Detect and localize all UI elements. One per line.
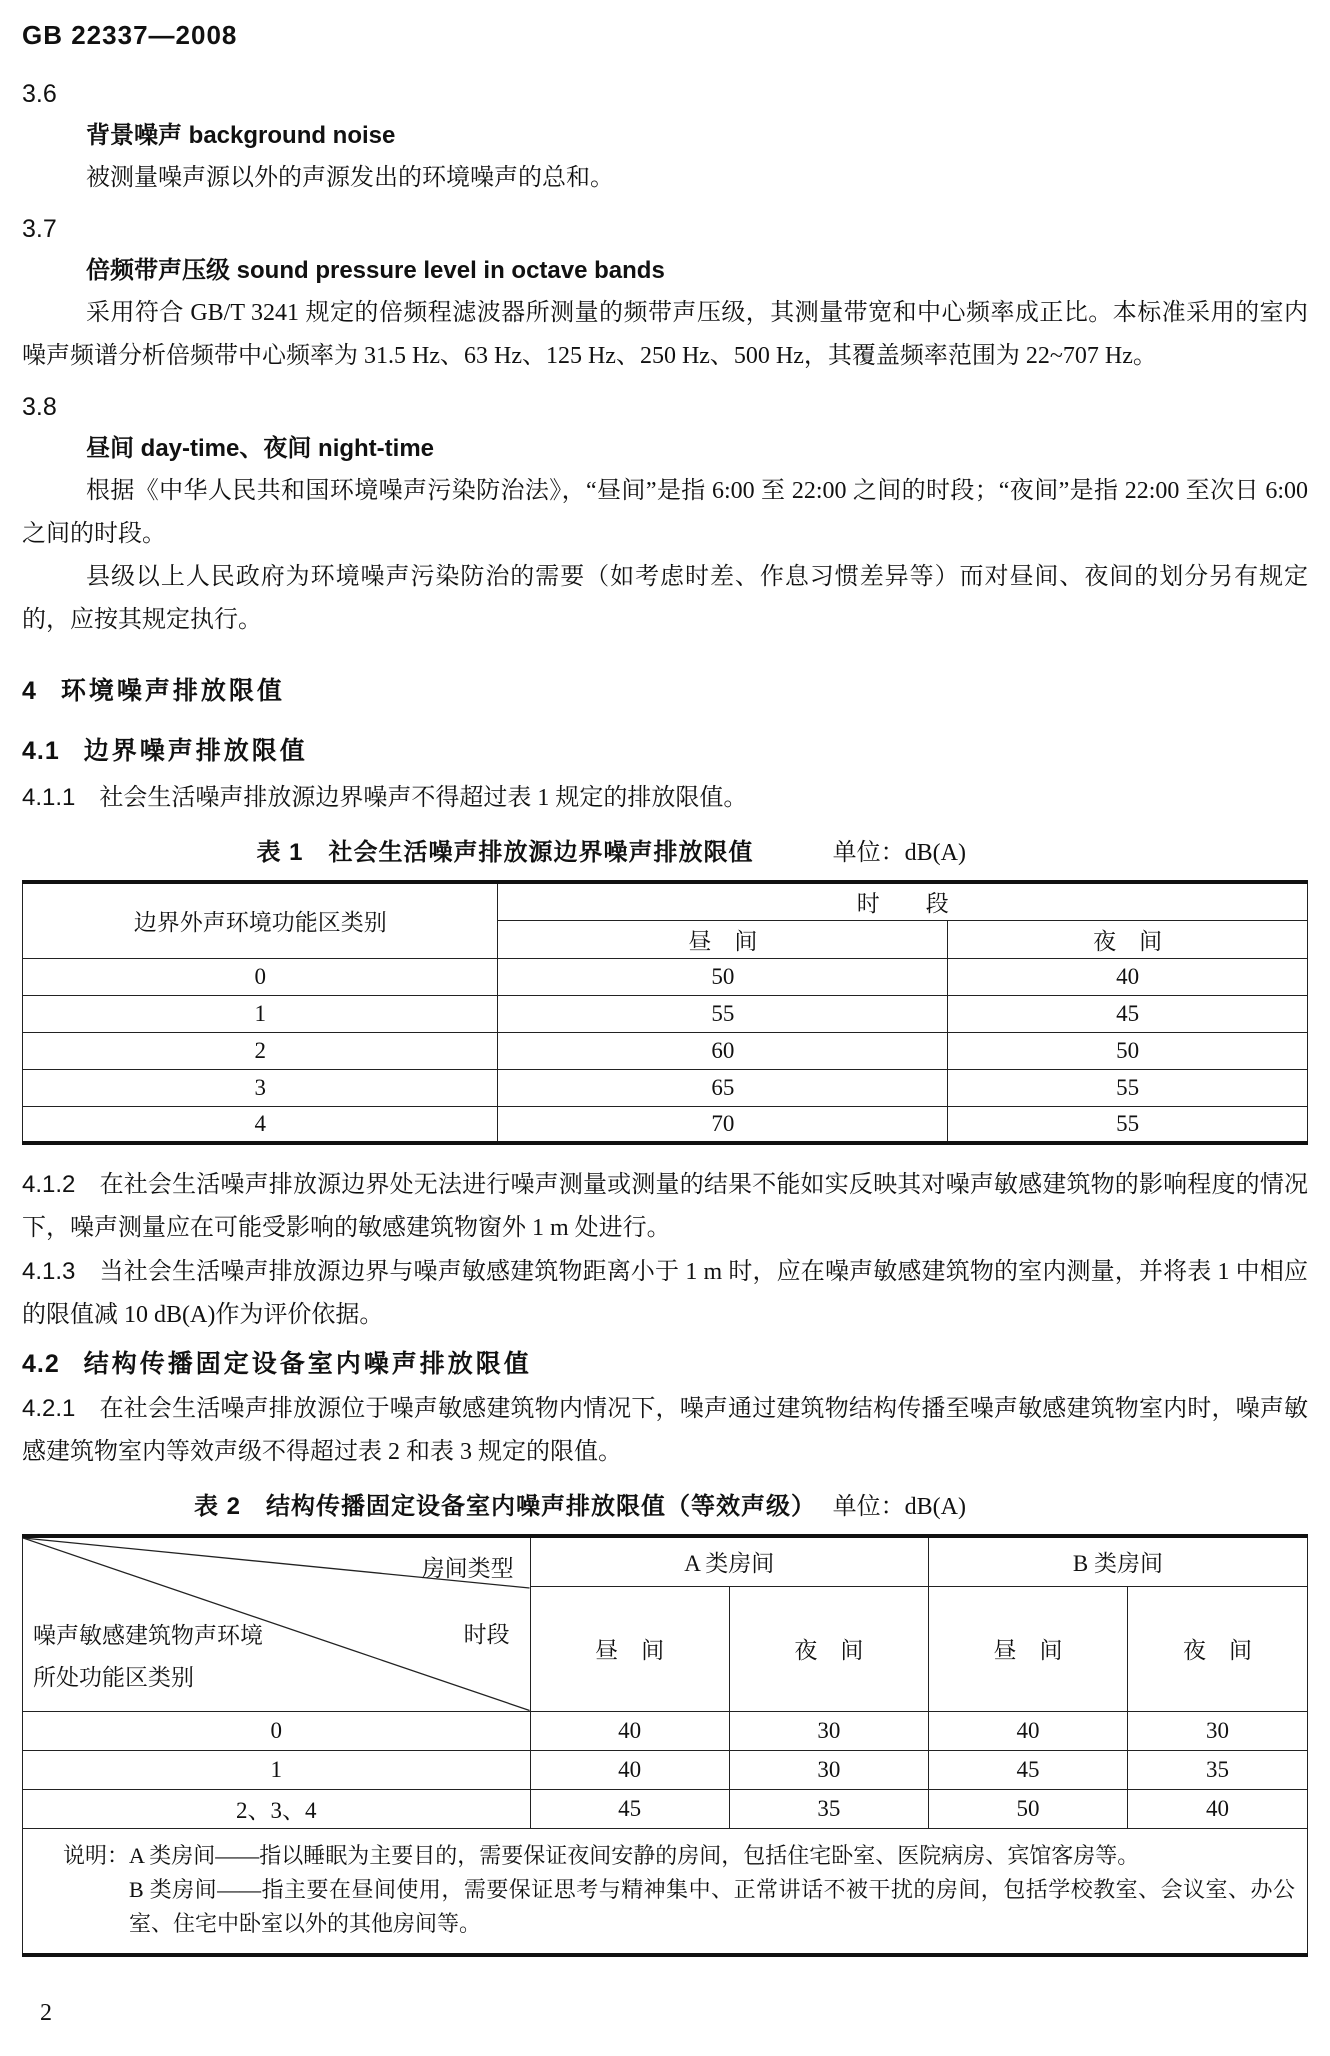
table-2-header-room-b: B 类房间 xyxy=(928,1536,1307,1586)
table-1-zone-0-day: 50 xyxy=(498,958,948,995)
table-2-note xyxy=(23,1828,1308,1955)
table-2-zone-0-a-night: 30 xyxy=(729,1711,928,1750)
table-1-boundary-noise-limits xyxy=(22,880,1308,1145)
table-row xyxy=(23,958,1308,995)
table-1-zone-1: 1 xyxy=(23,995,498,1032)
table-2-header-b-day: 昼 间 xyxy=(928,1586,1127,1711)
paragraph-4-1-3-text: 当社会生活噪声排放源边界与噪声敏感建筑物距离小于 1 m 时，应在噪声敏感建筑物的室内测量，并将表 1 中相应的限值减 10 dB(A)作为评价依据。 xyxy=(22,1259,1308,1328)
table-2-zone-0-b-day: 40 xyxy=(928,1711,1127,1750)
note-line-a xyxy=(63,1839,1295,1873)
term-background-noise: 背景噪声 background noise xyxy=(86,122,396,149)
table-1-zone-3-day: 65 xyxy=(498,1069,948,1106)
table-1-zone-4: 4 xyxy=(23,1106,498,1143)
table-1-zone-1-night: 45 xyxy=(948,995,1308,1032)
table-2-zone-1-b-day: 45 xyxy=(928,1750,1127,1789)
heading-4-2 xyxy=(22,1343,1308,1385)
table-2-corner-cell xyxy=(23,1536,531,1711)
table-row xyxy=(23,1789,1308,1828)
table-1-caption-row xyxy=(22,834,1308,872)
section-number-3-8: 3.8 xyxy=(22,393,57,421)
table-row xyxy=(23,1711,1308,1750)
table-2-zone-1-a-night: 30 xyxy=(729,1750,928,1789)
definition-3-8-body2: 县级以上人民政府为环境噪声污染防治的需要（如考虑时差、作息习惯差异等）而对昼间、夜间的划分另有规定的，应按其规定执行。 xyxy=(22,564,1308,633)
heading-4-1-number: 4.1 xyxy=(22,737,60,765)
paragraph-4-1-1-number: 4.1.1 xyxy=(22,784,76,811)
table-1-header-day: 昼 间 xyxy=(498,920,948,958)
table-1-caption: 表 1 社会生活噪声排放源边界噪声排放限值 xyxy=(256,839,754,866)
table-2-indoor-noise-limits xyxy=(22,1534,1308,1957)
table-2-zone-1-a-day: 40 xyxy=(530,1750,729,1789)
table-2-note-row xyxy=(23,1828,1308,1955)
table-2-zone-1: 1 xyxy=(23,1750,531,1789)
corner-label-zone-category xyxy=(33,1615,263,1699)
table-2-zone-234-a-night: 35 xyxy=(729,1789,928,1828)
page-number: 2 xyxy=(40,2000,52,2026)
definition-3-7-body: 采用符合 GB/T 3241 规定的倍频程滤波器所测量的频带声压级，其测量带宽和中心频率成正比。本标准采用的室内噪声频谱分析倍频带中心频率为 31.5 Hz、63 Hz、125 Hz、250 Hz、500 Hz，其覆盖频率范围为 22~707 Hz。 xyxy=(22,300,1308,369)
table-2-zone-234-b-day: 50 xyxy=(928,1789,1127,1828)
heading-4-1-title: 边界噪声排放限值 xyxy=(83,737,308,765)
paragraph-4-2-1 xyxy=(22,1387,1308,1474)
table-2-zone-234-b-night: 40 xyxy=(1128,1789,1308,1828)
heading-4-title: 环境噪声排放限值 xyxy=(60,677,285,705)
table-2-zone-0-b-night: 30 xyxy=(1128,1711,1308,1750)
table-row xyxy=(23,1032,1308,1069)
table-2-zone-1-b-night: 35 xyxy=(1128,1750,1308,1789)
corner-zone-line-1: 噪声敏感建筑物声环境 xyxy=(33,1622,263,1648)
corner-zone-line-2: 所处功能区类别 xyxy=(33,1664,194,1690)
table-row xyxy=(23,1069,1308,1106)
table-2-header-row-1 xyxy=(23,1536,1308,1586)
heading-4-number: 4 xyxy=(22,677,37,705)
table-1-zone-3-night: 55 xyxy=(948,1069,1308,1106)
table-1-zone-4-day: 70 xyxy=(498,1106,948,1143)
table-1-zone-2-day: 60 xyxy=(498,1032,948,1069)
definition-3-6-body: 被测量噪声源以外的声源发出的环境噪声的总和。 xyxy=(86,165,614,191)
table-2-header-a-night: 夜 间 xyxy=(729,1586,928,1711)
paragraph-4-1-3 xyxy=(22,1250,1308,1337)
section-number-3-6: 3.6 xyxy=(22,80,57,108)
table-2-zone-0-a-day: 40 xyxy=(530,1711,729,1750)
table-1-header-period: 时 段 xyxy=(498,882,1308,920)
paragraph-4-2-1-number: 4.2.1 xyxy=(22,1395,76,1422)
table-1-zone-0: 0 xyxy=(23,958,498,995)
table-1-header-zone-category: 边界外声环境功能区类别 xyxy=(23,882,498,958)
term-daytime-nighttime: 昼间 day-time、夜间 night-time xyxy=(86,435,435,462)
table-1-zone-0-night: 40 xyxy=(948,958,1308,995)
term-octave-band-spl: 倍频带声压级 sound pressure level in octave bands xyxy=(86,257,665,284)
section-number-3-7: 3.7 xyxy=(22,215,57,243)
table-1-header-row-1 xyxy=(23,882,1308,920)
table-2-caption: 表 2 结构传播固定设备室内噪声排放限值（等效声级） xyxy=(193,1493,816,1520)
paragraph-4-2-1-text: 在社会生活噪声排放源位于噪声敏感建筑物内情况下，噪声通过建筑物结构传播至噪声敏感建筑物室内时，噪声敏感建筑物室内等效声级不得超过表 2 和表 3 规定的限值。 xyxy=(22,1396,1308,1465)
standard-number-header: GB 22337—2008 xyxy=(22,20,238,50)
paragraph-4-1-1-text: 社会生活噪声排放源边界噪声不得超过表 1 规定的排放限值。 xyxy=(99,785,748,811)
table-row xyxy=(23,1106,1308,1143)
note-label: 说明： xyxy=(63,1842,130,1868)
table-1-zone-1-day: 55 xyxy=(498,995,948,1032)
definition-3-8-body1: 根据《中华人民共和国环境噪声污染防治法》，“昼间”是指 6:00 至 22:00 之间的时段；“夜间”是指 22:00 至次日 6:00 之间的时段。 xyxy=(22,478,1308,547)
heading-4-2-number: 4.2 xyxy=(22,1350,60,1378)
table-2-header-a-day: 昼 间 xyxy=(530,1586,729,1711)
note-room-b-definition: B 类房间——指主要在昼间使用，需要保证思考与精神集中、正常讲话不被干扰的房间，包括学校教室、会议室、办公室、住宅中卧室以外的其他房间等。 xyxy=(129,1876,1295,1936)
table-1-zone-2-night: 50 xyxy=(948,1032,1308,1069)
note-line-b xyxy=(63,1873,1295,1941)
paragraph-4-1-2-text: 在社会生活噪声排放源边界处无法进行噪声测量或测量的结果不能如实反映其对噪声敏感建筑物的影响程度的情况下，噪声测量应在可能受影响的敏感建筑物窗外 1 m 处进行。 xyxy=(22,1172,1308,1241)
note-room-a-definition: A 类房间——指以睡眠为主要目的，需要保证夜间安静的房间，包括住宅卧室、医院病房、宾馆客房等。 xyxy=(129,1842,1140,1868)
table-1-unit-label: 单位：dB(A) xyxy=(832,840,966,866)
corner-label-room-type: 房间类型 xyxy=(421,1556,514,1581)
table-2-header-room-a: A 类房间 xyxy=(530,1536,928,1586)
table-2-caption-row xyxy=(22,1488,1308,1526)
table-2-zone-234: 2、3、4 xyxy=(23,1789,531,1828)
table-2-zone-234-a-day: 45 xyxy=(530,1789,729,1828)
paragraph-4-1-1 xyxy=(22,776,1308,820)
table-2-header-b-night: 夜 间 xyxy=(1128,1586,1308,1711)
table-row xyxy=(23,995,1308,1032)
heading-4 xyxy=(22,670,1308,712)
paragraph-4-1-3-number: 4.1.3 xyxy=(22,1258,76,1285)
table-1-header-night: 夜 间 xyxy=(948,920,1308,958)
table-2-unit-label: 单位：dB(A) xyxy=(832,1494,966,1520)
table-1-zone-3: 3 xyxy=(23,1069,498,1106)
table-1-zone-2: 2 xyxy=(23,1032,498,1069)
paragraph-4-1-2 xyxy=(22,1163,1308,1250)
corner-label-period: 时段 xyxy=(463,1622,510,1647)
table-1-zone-4-night: 55 xyxy=(948,1106,1308,1143)
table-2-zone-0: 0 xyxy=(23,1711,531,1750)
heading-4-1 xyxy=(22,730,1308,772)
table-row xyxy=(23,1750,1308,1789)
paragraph-4-1-2-number: 4.1.2 xyxy=(22,1171,76,1198)
heading-4-2-title: 结构传播固定设备室内噪声排放限值 xyxy=(83,1350,532,1378)
